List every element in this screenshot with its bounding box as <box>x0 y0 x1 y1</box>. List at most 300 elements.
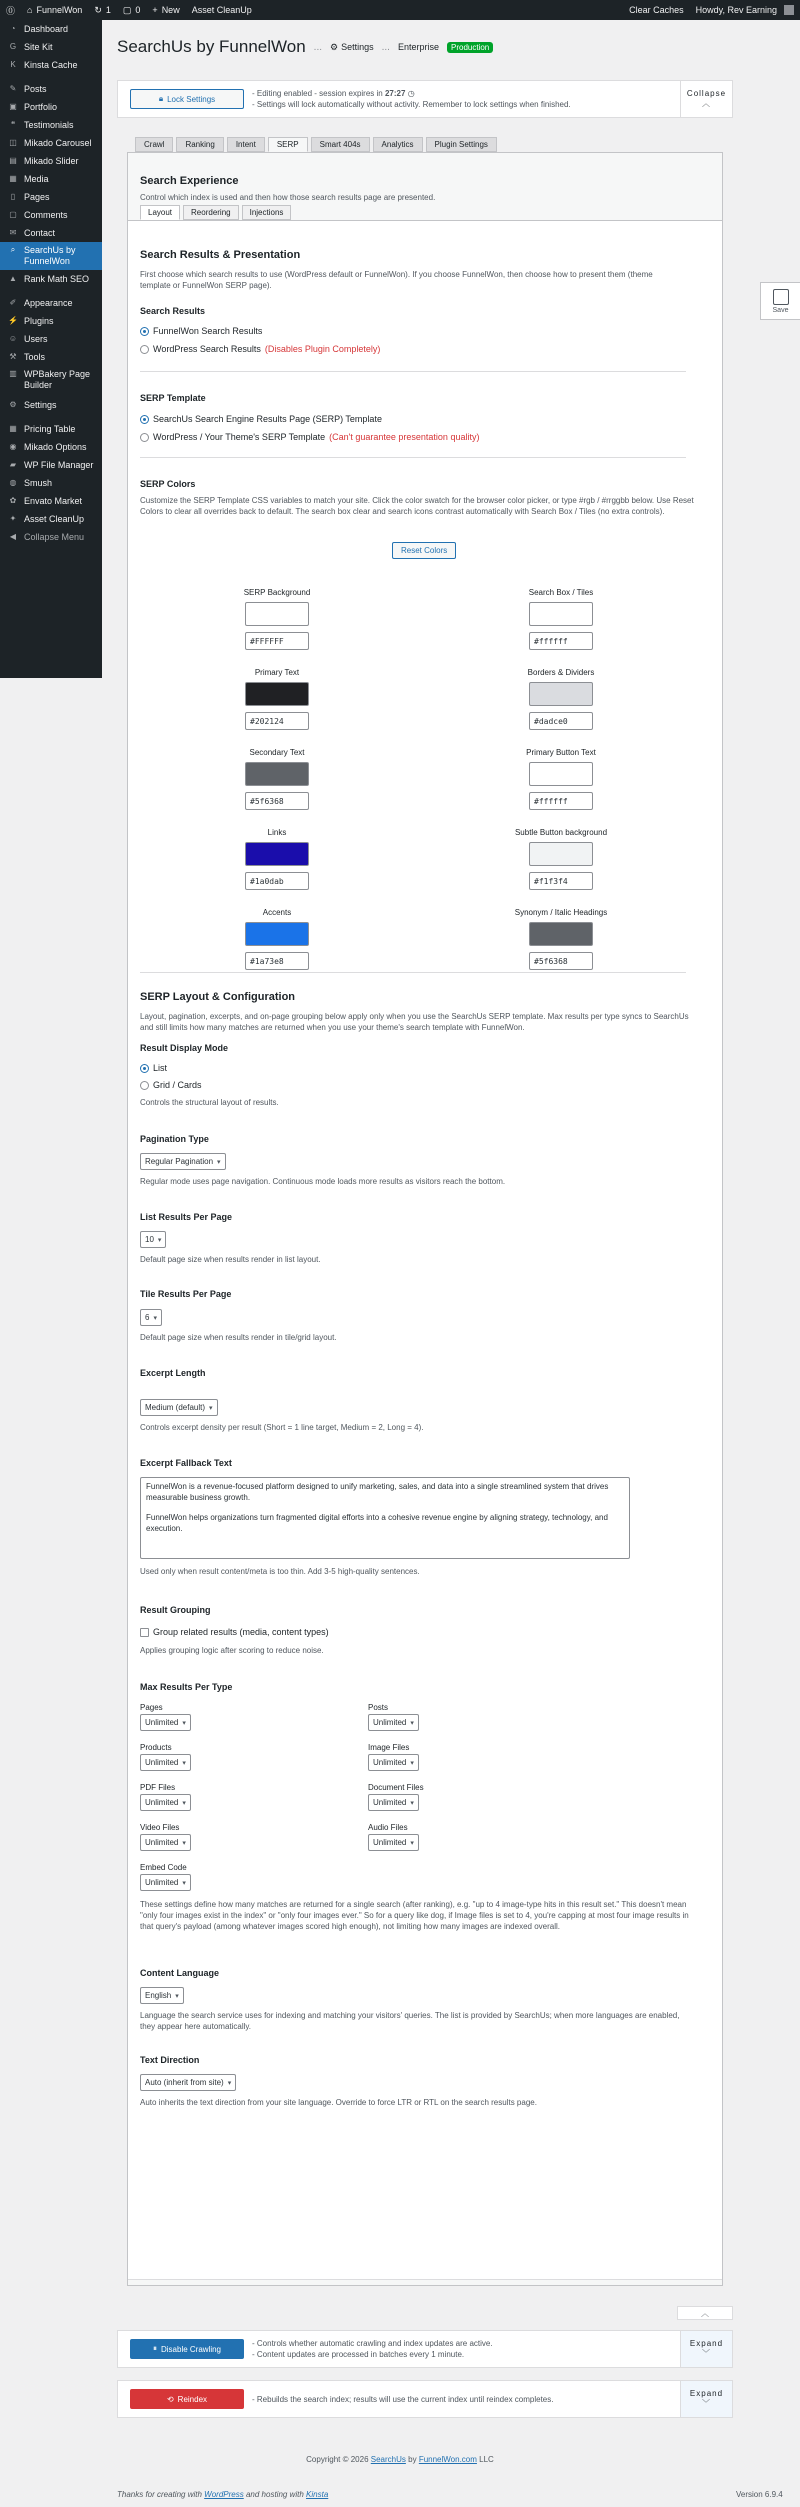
sidebar-item-label: Tools <box>24 351 46 362</box>
chevron-down-icon: ▾ <box>182 1719 186 1727</box>
radio-unselected <box>140 345 149 354</box>
results-title: Search Results & Presentation <box>140 249 301 261</box>
max-type-label: Document Files <box>368 1783 424 1792</box>
select-value: Unlimited <box>373 1838 407 1847</box>
color-swatch[interactable] <box>245 842 309 866</box>
howdy-link[interactable] <box>690 0 800 20</box>
section-desc: Control which index is used and then how those search results page are presented. <box>140 193 436 202</box>
direction-help: Auto inherits the text direction from your site language. Override to force LTR or RTL on the search results page. <box>140 2098 537 2107</box>
funnelwon-link[interactable]: FunnelWon.com <box>418 2455 477 2464</box>
comments-link[interactable] <box>117 0 147 20</box>
crawl-notes <box>252 2338 493 2360</box>
sidebar-item-comments[interactable] <box>0 206 102 224</box>
lock-note-2: - Settings will lock automatically without activity. Remember to lock settings when finished. <box>252 100 571 109</box>
sidebar-item-contact[interactable] <box>0 224 102 242</box>
pause-icon: ⏸︎ <box>152 2344 157 2353</box>
collapse-label: Collapse <box>686 89 727 98</box>
radio-selected <box>140 1064 149 1073</box>
tab-crawl[interactable]: Crawl <box>135 137 173 152</box>
max-type-label: Image Files <box>368 1743 410 1752</box>
swatch-label: Search Box / Tiles <box>528 588 594 597</box>
max-type-label: PDF Files <box>140 1783 176 1792</box>
table-icon: ▦ <box>9 424 17 433</box>
swatch-label: Primary Text <box>254 668 300 677</box>
color-swatch[interactable] <box>529 602 593 626</box>
chevron-down-icon: ﹀ <box>702 2399 711 2408</box>
select-value: Unlimited <box>145 1838 179 1847</box>
select-value: Unlimited <box>373 1718 407 1727</box>
pagination-select[interactable] <box>140 1153 226 1170</box>
select-value: Unlimited <box>373 1798 407 1807</box>
thanks-mid: and hosting with <box>245 2490 304 2499</box>
scroll-top-button[interactable] <box>677 2306 733 2320</box>
sidebar-item-label: Asset CleanUp <box>24 513 85 524</box>
max-results-help: These settings define how many matches are returned for a single search (after ranking), e.g. "up to 4 image-type hits in this result set." This doesn't mean "only four images exist in the index" or "only four images ever." So for a query like dog, if Image files is set to 4, you're capping at most four image results in that query's payload (among whatever images scored high enough), not limiting how many images are indexed overall. <box>140 1900 689 1931</box>
clear-caches-link[interactable] <box>623 0 690 20</box>
color-swatch[interactable] <box>529 922 593 946</box>
chevron-up-icon: ︿ <box>702 99 711 108</box>
sidebar-item-label: Users <box>24 333 48 344</box>
swatch-label: Synonym / Italic Headings <box>514 908 608 917</box>
folder-icon: ▰ <box>9 460 17 469</box>
chevron-down-icon: ▾ <box>209 1404 213 1412</box>
save-label: Save <box>772 306 789 314</box>
plus-icon: + <box>152 5 158 15</box>
tile-per-page-label: Tile Results Per Page <box>140 1289 232 1299</box>
sidebar-item-label: Media <box>24 173 49 184</box>
sidebar-item-label: Posts <box>24 83 47 94</box>
comments-count: 0 <box>135 5 141 15</box>
funnelwon-results-radio[interactable] <box>140 326 262 336</box>
divider <box>140 371 686 372</box>
collapse-button[interactable] <box>680 80 732 118</box>
serp-template-label: SERP Template <box>140 393 206 403</box>
sidebar-item-appearance[interactable] <box>0 294 102 312</box>
chevron-down-icon: ﹀ <box>702 2349 711 2358</box>
select-value: Unlimited <box>145 1758 179 1767</box>
sidebar-item-users[interactable] <box>0 330 102 348</box>
color-hex-input[interactable]: #5f6368 <box>245 792 309 810</box>
header-dots: ... <box>313 41 323 53</box>
select-value: Auto (inherit from site) <box>145 2078 224 2087</box>
sidebar-item-envato-market[interactable] <box>0 492 102 510</box>
wp-logo-icon[interactable]: ⓪ <box>6 5 16 16</box>
sidebar-item-label: Comments <box>24 209 68 220</box>
page-header <box>117 20 737 74</box>
lock-button-label: Lock Settings <box>167 94 216 104</box>
sidebar-item-mikado-slider[interactable] <box>0 152 102 170</box>
sidebar-item-label: Site Kit <box>24 41 53 52</box>
max-type-select[interactable] <box>368 1714 419 1731</box>
grouping-label: Result Grouping <box>140 1605 211 1615</box>
sidebar-item-label: Settings <box>24 399 57 410</box>
portfolio-icon: ▣ <box>9 102 17 111</box>
header-dots-2: ... <box>381 41 390 53</box>
tile-per-page-select[interactable] <box>140 1309 162 1326</box>
crawl-note-1: - Controls whether automatic crawling and index updates are active. <box>252 2339 493 2348</box>
fallback-textarea[interactable] <box>140 1477 630 1559</box>
main-content <box>117 20 737 2408</box>
color-swatch[interactable] <box>245 682 309 706</box>
brush-icon: ✐ <box>9 298 17 307</box>
display-mode-help: Controls the structural layout of results. <box>140 1098 279 1107</box>
sidebar-item-label: Smush <box>24 477 53 488</box>
subtab-layout[interactable]: Layout <box>140 205 180 220</box>
thanks-text: Thanks for creating with <box>117 2490 202 2499</box>
page-title: SearchUs by FunnelWon <box>117 37 306 56</box>
swatch-label: Borders & Dividers <box>527 668 595 677</box>
admin-sidebar <box>0 20 102 678</box>
theme-template-radio[interactable] <box>140 432 479 442</box>
color-hex-input[interactable]: #FFFFFF <box>245 632 309 650</box>
list-per-page-select[interactable] <box>140 1231 166 1248</box>
fallback-paragraph-2: FunnelWon helps organizations turn fragmented digital efforts into a cohesive revenue engine by aligning strategy, technology, and execution. <box>146 1513 608 1533</box>
sidebar-item-label: WPBakery Page Builder <box>24 369 91 390</box>
comment-icon: ▢ <box>9 210 17 219</box>
chart-icon: ▲ <box>9 274 17 283</box>
swatch-label: Accents <box>262 908 292 917</box>
layout-title: SERP Layout & Configuration <box>140 991 296 1003</box>
options-icon: ◉ <box>9 442 17 451</box>
swatch-label: SERP Background <box>243 588 311 597</box>
swatch-label: Subtle Button background <box>514 828 608 837</box>
kinsta-link[interactable]: Kinsta <box>306 2490 329 2499</box>
max-type-select[interactable] <box>140 1834 191 1851</box>
sidebar-item-label: Kinsta Cache <box>24 59 78 70</box>
envato-icon: ✿ <box>9 496 17 505</box>
select-value: Unlimited <box>145 1798 179 1807</box>
pin-icon: ✎ <box>9 84 17 93</box>
sidebar-item-rank-math-seo[interactable] <box>0 270 102 288</box>
language-select[interactable] <box>140 1987 184 2004</box>
searchus-template-radio[interactable] <box>140 414 382 424</box>
color-hex-input[interactable]: #ffffff <box>529 792 593 810</box>
sitekit-icon: G <box>9 42 17 51</box>
lock-note-1: - Editing enabled - session expires in <box>252 89 383 98</box>
display-mode-label: Result Display Mode <box>140 1043 229 1053</box>
updates-link[interactable] <box>88 0 117 20</box>
crawl-expand-button[interactable] <box>680 2331 732 2367</box>
site-name: FunnelWon <box>36 5 83 15</box>
sidebar-item-label: SearchUs by FunnelWon <box>24 245 76 266</box>
pagination-label: Pagination Type <box>140 1134 209 1144</box>
mail-icon: ✉ <box>9 228 17 237</box>
color-hex-input[interactable]: #f1f3f4 <box>529 872 593 890</box>
copyright-by: by <box>408 2455 417 2464</box>
tab-smart-404s[interactable]: Smart 404s <box>311 137 370 152</box>
chevron-down-icon: ▾ <box>182 1879 186 1887</box>
builder-icon: ▥ <box>9 369 17 378</box>
refresh-icon: ↻ <box>94 4 102 15</box>
max-type-label: Embed Code <box>140 1863 187 1872</box>
reindex-button-label: Reindex <box>177 2394 208 2404</box>
color-swatch[interactable] <box>529 842 593 866</box>
lock-icon: 🔒︎ <box>158 94 164 103</box>
color-swatch[interactable] <box>245 602 309 626</box>
radio-label: FunnelWon Search Results <box>153 326 263 336</box>
search-icon: ⌕ <box>10 245 16 254</box>
chevron-down-icon: ▾ <box>182 1799 186 1807</box>
warning-text: (Disables Plugin Completely) <box>264 344 381 354</box>
excerpt-length-label: Excerpt Length <box>140 1368 206 1378</box>
site-name-link[interactable] <box>21 0 88 20</box>
color-swatch[interactable] <box>245 762 309 786</box>
lock-settings-button[interactable] <box>130 89 244 109</box>
gear-icon: ⚙ <box>330 41 339 52</box>
quote-icon: ❝ <box>10 120 16 129</box>
status-badge: Production <box>447 42 493 53</box>
subtab-reordering[interactable]: Reordering <box>183 205 239 220</box>
sidebar-item-settings[interactable] <box>0 396 102 414</box>
max-type-select[interactable] <box>368 1834 419 1851</box>
max-type-select[interactable] <box>140 1754 191 1771</box>
session-timer: 27:27 <box>384 89 406 98</box>
swatch-label: Secondary Text <box>249 748 305 757</box>
radio-unselected <box>140 1081 149 1090</box>
sidebar-item-label: Portfolio <box>24 101 58 112</box>
sidebar-item-label: Pricing Table <box>24 423 76 434</box>
wrench-icon: ⚒ <box>9 352 17 361</box>
serp-colors-label: SERP Colors <box>140 479 196 489</box>
list-mode-radio[interactable] <box>140 1063 167 1073</box>
select-value: 10 <box>145 1235 154 1244</box>
sidebar-item-label: Pages <box>24 191 50 202</box>
grouping-checkbox[interactable] <box>140 1627 329 1637</box>
sidebar-item-collapse-menu[interactable] <box>0 528 102 546</box>
sub-tabs <box>140 205 291 220</box>
reindex-expand-button[interactable] <box>680 2381 732 2417</box>
swatch-label: Primary Button Text <box>526 748 596 757</box>
slider-icon: ▤ <box>9 156 17 165</box>
version: Version 6.9.4 <box>736 2490 783 2499</box>
sidebar-item-portfolio[interactable] <box>0 98 102 116</box>
color-hex-input[interactable]: #202124 <box>245 712 309 730</box>
chevron-down-icon: ▾ <box>410 1719 414 1727</box>
sidebar-item-label: Collapse Menu <box>24 531 85 542</box>
admin-bar <box>0 0 800 20</box>
tab-analytics[interactable]: Analytics <box>373 137 423 152</box>
avatar <box>784 5 794 15</box>
main-tabs <box>135 137 497 152</box>
sidebar-item-asset-cleanup[interactable] <box>0 510 102 528</box>
page-icon: ▯ <box>10 192 16 201</box>
howdy-label: Howdy, Rev Earning <box>695 5 777 15</box>
sidebar-item-site-kit[interactable] <box>0 38 102 56</box>
fallback-paragraph-1: FunnelWon is a revenue-focused platform designed to unify marketing, sales, and data into a single streamlined system that drives measurable business growth. <box>146 1482 609 1502</box>
sidebar-item-label: Testimonials <box>24 119 74 130</box>
max-type-label: Posts <box>368 1703 389 1712</box>
disable-crawling-button[interactable] <box>130 2339 244 2359</box>
direction-select[interactable] <box>140 2074 236 2091</box>
radio-selected <box>140 327 149 336</box>
chevron-down-icon: ▾ <box>410 1839 414 1847</box>
checkbox <box>140 1628 149 1637</box>
tab-plugin-settings[interactable]: Plugin Settings <box>426 137 497 152</box>
updates-count: 1 <box>105 5 111 15</box>
grouping-help: Applies grouping logic after scoring to reduce noise. <box>140 1646 324 1655</box>
max-type-select[interactable] <box>140 1794 191 1811</box>
subtab-injections[interactable]: Injections <box>242 205 292 220</box>
sidebar-item-label: Mikado Slider <box>24 155 79 166</box>
radio-label: WordPress / Your Theme's SERP Template <box>153 432 326 442</box>
language-label: Content Language <box>140 1968 219 1978</box>
color-swatch[interactable] <box>529 682 593 706</box>
serp-colors-desc: Customize the SERP Template CSS variables to match your site. Click the color swatch for the browser color picker, or type #rgb / #rrggbb below. Use Reset Colors to clear all overrides back to default. The search box clear and search icons contrast automatically with Search Box / Tiles (no extra controls). <box>140 496 694 516</box>
reset-colors-button[interactable]: Reset Colors <box>392 542 456 559</box>
sidebar-item-label: Mikado Carousel <box>24 137 92 148</box>
color-hex-input[interactable]: #1a73e8 <box>245 952 309 970</box>
new-link[interactable] <box>146 0 185 20</box>
sidebar-item-dashboard[interactable] <box>0 20 102 38</box>
footer-thanks <box>117 2490 328 2499</box>
max-type-select[interactable] <box>140 1874 191 1891</box>
tab-ranking[interactable]: Ranking <box>176 137 223 152</box>
dashboard-icon: ◔ <box>10 24 16 33</box>
chevron-down-icon: ▾ <box>410 1799 414 1807</box>
chevron-down-icon: ▾ <box>153 1314 157 1322</box>
sidebar-item-kinsta-cache[interactable] <box>0 56 102 74</box>
sidebar-item-tools[interactable] <box>0 348 102 366</box>
max-results-label: Max Results Per Type <box>140 1682 233 1692</box>
new-label: New <box>161 5 180 15</box>
serp-panel <box>127 152 723 2286</box>
excerpt-length-select[interactable] <box>140 1399 218 1416</box>
color-hex-input[interactable]: #ffffff <box>529 632 593 650</box>
reindex-button[interactable] <box>130 2389 244 2409</box>
radio-label: List <box>153 1063 168 1073</box>
sidebar-item-posts[interactable] <box>0 80 102 98</box>
chevron-down-icon: ▾ <box>410 1759 414 1767</box>
color-hex-input[interactable]: #1a0dab <box>245 872 309 890</box>
color-hex-input[interactable]: #dadce0 <box>529 712 593 730</box>
sidebar-item-searchus-by-funnelwon[interactable] <box>0 242 102 270</box>
max-type-label: Pages <box>140 1703 163 1712</box>
reindex-note: - Rebuilds the search index; results will use the current index until reindex completes. <box>252 2394 554 2404</box>
asset-cleanup-label: Asset CleanUp <box>191 5 252 15</box>
kinsta-icon: K <box>10 60 16 69</box>
divider <box>140 972 686 973</box>
sidebar-item-label: Contact <box>24 227 56 238</box>
grid-mode-radio[interactable] <box>140 1080 202 1090</box>
chevron-down-icon: ▾ <box>227 2079 232 2087</box>
sidebar-item-label: Appearance <box>24 297 73 308</box>
sidebar-item-label: Plugins <box>24 315 54 326</box>
searchus-link[interactable]: SearchUs <box>370 2455 406 2464</box>
expand-label: Expand <box>689 2389 724 2398</box>
plan-label: Enterprise <box>397 42 439 52</box>
direction-label: Text Direction <box>140 2055 200 2065</box>
results-desc: First choose which search results to use (WordPress default or FunnelWon). If you choose FunnelWon, then choose how to present them (theme template or FunnelWon SERP page). <box>140 270 653 290</box>
sidebar-item-smush[interactable] <box>0 474 102 492</box>
clock-icon: ◷ <box>407 89 415 98</box>
select-value: Regular Pagination <box>145 1157 214 1166</box>
asset-cleanup-link[interactable] <box>186 0 258 20</box>
carousel-icon: ◫ <box>9 138 17 147</box>
list-per-page-help: Default page size when results render in list layout. <box>140 1255 321 1264</box>
sidebar-item-wpbakery-page-builder[interactable] <box>0 366 102 394</box>
save-icon <box>773 289 789 305</box>
expand-label: Expand <box>689 2339 724 2348</box>
user-icon: ☺ <box>8 334 18 343</box>
select-value: Medium (default) <box>145 1403 206 1412</box>
sidebar-item-plugins[interactable] <box>0 312 102 330</box>
sidebar-item-mikado-carousel[interactable] <box>0 134 102 152</box>
checkbox-label: Group related results (media, content types) <box>153 1627 329 1637</box>
cleanup-icon: ✦ <box>9 514 17 523</box>
swatch-label: Links <box>267 828 287 837</box>
copyright <box>0 2455 800 2464</box>
wordpress-link[interactable]: WordPress <box>204 2490 244 2499</box>
plug-icon: ⚡ <box>8 316 18 325</box>
tab-serp[interactable]: SERP <box>268 137 308 152</box>
reindex-icon: ⟲ <box>166 2394 174 2404</box>
warning-text: (Can't guarantee presentation quality) <box>329 432 480 442</box>
max-type-select[interactable] <box>368 1794 419 1811</box>
max-type-label: Products <box>140 1743 172 1752</box>
select-value: Unlimited <box>373 1758 407 1767</box>
excerpt-length-help: Controls excerpt density per result (Short = 1 line target, Medium = 2, Long = 4). <box>140 1423 424 1432</box>
collapse-icon: ◀ <box>9 532 17 541</box>
settings-label: Settings <box>341 42 374 52</box>
crawl-panel <box>117 2330 733 2368</box>
radio-selected <box>140 415 149 424</box>
chevron-down-icon: ▾ <box>182 1759 186 1767</box>
section-title: Search Experience <box>140 175 239 187</box>
color-hex-input[interactable]: #5f6368 <box>529 952 593 970</box>
tile-per-page-help: Default page size when results render in tile/grid layout. <box>140 1333 337 1342</box>
chevron-down-icon: ▾ <box>175 1992 179 2000</box>
copyright-llc: LLC <box>479 2455 494 2464</box>
color-swatch[interactable] <box>245 922 309 946</box>
wordpress-results-radio[interactable] <box>140 344 380 354</box>
sidebar-item-pages[interactable] <box>0 188 102 206</box>
chevron-down-icon: ▾ <box>182 1839 186 1847</box>
max-type-select[interactable] <box>368 1754 419 1771</box>
sidebar-item-media[interactable] <box>0 170 102 188</box>
sidebar-item-pricing-table[interactable] <box>0 420 102 438</box>
layout-tab-content <box>128 220 722 2280</box>
select-value: English <box>145 1991 172 2000</box>
max-type-select[interactable] <box>140 1714 191 1731</box>
chevron-up-icon: ︿ <box>701 2308 709 2318</box>
sidebar-item-testimonials[interactable] <box>0 116 102 134</box>
pagination-help: Regular mode uses page navigation. Continuous mode loads more results as visitors reach the bottom. <box>140 1177 506 1186</box>
max-type-label: Video Files <box>140 1823 180 1832</box>
settings-icon: ⚙ <box>9 400 17 409</box>
sidebar-item-label: Dashboard <box>24 23 69 34</box>
crawl-button-label: Disable Crawling <box>160 2344 222 2354</box>
select-value: 6 <box>145 1313 150 1322</box>
radio-label: Grid / Cards <box>153 1080 202 1090</box>
sidebar-item-label: Mikado Options <box>24 441 87 452</box>
sidebar-item-label: Rank Math SEO <box>24 273 90 284</box>
select-value: Unlimited <box>145 1878 179 1887</box>
select-value: Unlimited <box>145 1718 179 1727</box>
clear-caches-label: Clear Caches <box>629 5 684 15</box>
color-swatch[interactable] <box>529 762 593 786</box>
floating-save-button[interactable] <box>760 282 800 320</box>
radio-label: SearchUs Search Engine Results Page (SERP) Template <box>153 414 382 424</box>
tab-intent[interactable]: Intent <box>227 137 265 152</box>
sidebar-item-mikado-options[interactable] <box>0 438 102 456</box>
sidebar-item-wp-file-manager[interactable] <box>0 456 102 474</box>
sidebar-item-label: Envato Market <box>24 495 83 506</box>
layout-desc: Layout, pagination, excerpts, and on-page grouping below apply only when you use the SearchUs SERP template. Max results per type syncs to SearchUs and still limits how many matches are returned when you use your theme's search template with FunnelWon. <box>140 1012 689 1032</box>
copyright-text: Copyright © 2026 <box>306 2455 369 2464</box>
fallback-label: Excerpt Fallback Text <box>140 1458 232 1468</box>
settings-link[interactable] <box>330 42 374 53</box>
list-per-page-label: List Results Per Page <box>140 1212 233 1222</box>
